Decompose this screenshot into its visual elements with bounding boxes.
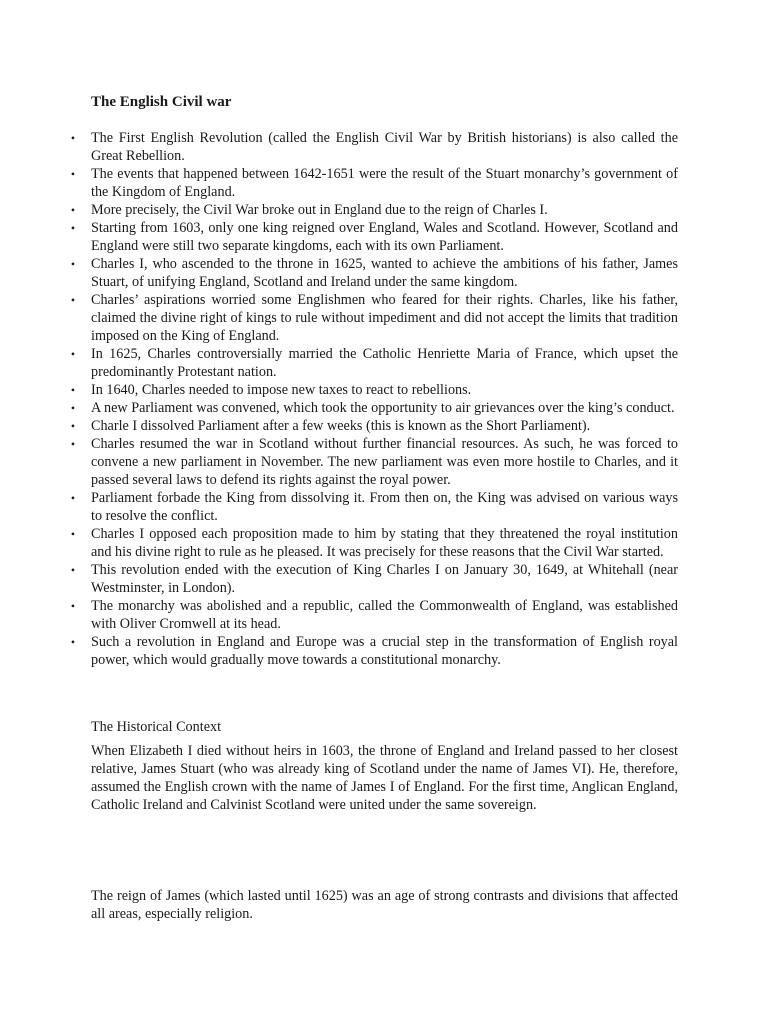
list-item-text: Charles I opposed each proposition made to him by stating that they threatened the royal institution and his divine right to rule as he pleased. It was precisely for these reasons that the Civil War started.	[91, 526, 678, 560]
list-item-text: Charles resumed the war in Scotland without further financial resources. As such, he was forced to convene a new parliament in November. The new parliament was even more hostile to Charles, and it passed several laws to defend its rights against the royal power.	[91, 436, 678, 488]
bullet-icon: •	[70, 599, 76, 613]
bullet-icon: •	[70, 131, 76, 145]
list-item	[70, 129, 678, 165]
bullet-list	[70, 129, 678, 669]
bullet-icon: •	[70, 383, 76, 397]
list-item	[70, 201, 678, 219]
bullet-icon: •	[70, 635, 76, 649]
list-item-text: Such a revolution in England and Europe was a crucial step in the transformation of English royal power, which would gradually move towards a constitutional monarchy.	[91, 634, 678, 668]
bullet-icon: •	[70, 221, 76, 235]
list-item-text: In 1640, Charles needed to impose new taxes to react to rebellions.	[91, 382, 472, 398]
list-item	[70, 597, 678, 633]
bullet-icon: •	[70, 203, 76, 217]
list-item-text: Charle I dissolved Parliament after a few weeks (this is known as the Short Parliament).	[91, 418, 591, 434]
list-item	[70, 165, 678, 201]
paragraph: The reign of James (which lasted until 1625) was an age of strong contrasts and divisions that affected all areas, especially religion.	[91, 888, 678, 922]
list-item-text: A new Parliament was convened, which took the opportunity to air grievances over the king’s conduct.	[91, 400, 675, 416]
list-item	[70, 561, 678, 597]
list-item-text: More precisely, the Civil War broke out in England due to the reign of Charles I.	[91, 202, 548, 218]
list-item	[70, 435, 678, 489]
list-item-text: Charles I, who ascended to the throne in 1625, wanted to achieve the ambitions of his father, James Stuart, of unifying England, Scotland and Ireland under the same kingdom.	[91, 256, 678, 290]
document-title: The English Civil war	[91, 94, 232, 110]
bullet-icon: •	[70, 437, 76, 451]
list-item-text: The monarchy was abolished and a republic, called the Commonwealth of England, was established with Oliver Cromwell at its head.	[91, 598, 678, 632]
list-item-text: The First English Revolution (called the English Civil War by British historians) is also called the Great Rebellion.	[91, 130, 678, 164]
bullet-icon: •	[70, 527, 76, 541]
bullet-icon: •	[70, 347, 76, 361]
list-item-text: Parliament forbade the King from dissolving it. From then on, the King was advised on various ways to resolve the conflict.	[91, 490, 678, 524]
bullet-icon: •	[70, 257, 76, 271]
list-item-text: Charles’ aspirations worried some Englishmen who feared for their rights. Charles, like his father, claimed the divine right of kings to rule without impediment and did not accept the limits that tradition imposed on the King of England.	[91, 292, 678, 344]
list-item	[70, 291, 678, 345]
bullet-icon: •	[70, 563, 76, 577]
bullet-icon: •	[70, 167, 76, 181]
list-item-text: The events that happened between 1642-1651 were the result of the Stuart monarchy’s government of the Kingdom of England.	[91, 166, 678, 200]
list-item	[70, 525, 678, 561]
bullet-icon: •	[70, 419, 76, 433]
section-heading: The Historical Context	[91, 719, 222, 735]
list-item	[70, 255, 678, 291]
list-item-text: Starting from 1603, only one king reigned over England, Wales and Scotland. However, Scotland and England were still two separate kingdoms, each with its own Parliament.	[91, 220, 678, 254]
bullet-icon: •	[70, 491, 76, 505]
list-item	[70, 633, 678, 669]
list-item-text: This revolution ended with the execution of King Charles I on January 30, 1649, at Whitehall (near Westminster, in London).	[91, 562, 678, 596]
bullet-icon: •	[70, 401, 76, 415]
list-item	[70, 381, 678, 399]
list-item	[70, 219, 678, 255]
list-item	[70, 489, 678, 525]
list-item	[70, 399, 678, 417]
bullet-icon: •	[70, 293, 76, 307]
paragraph: When Elizabeth I died without heirs in 1603, the throne of England and Ireland passed to her closest relative, James Stuart (who was already king of Scotland under the name of James VI). He, therefore, assumed the English crown with the name of James I of England. For the first time, Anglican England, Catholic Ireland and Calvinist Scotland were united under the same sovereign.	[91, 743, 678, 813]
list-item-text: In 1625, Charles controversially married the Catholic Henriette Maria of France, which upset the predominantly Protestant nation.	[91, 346, 678, 380]
list-item	[70, 417, 678, 435]
list-item	[70, 345, 678, 381]
